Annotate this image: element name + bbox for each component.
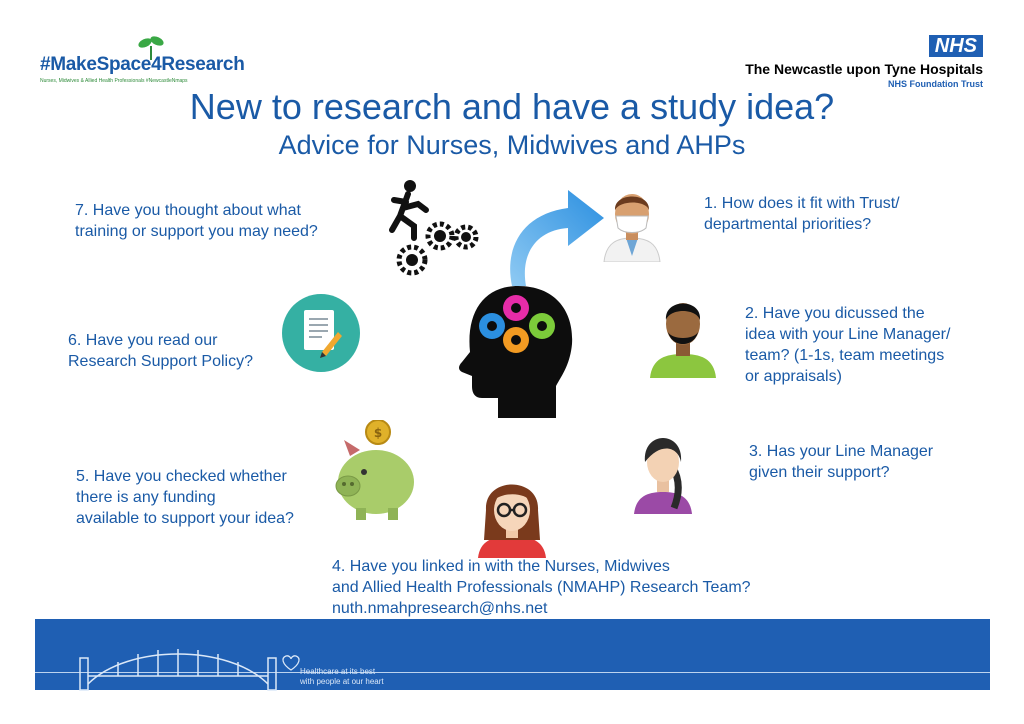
campaign-subline: Nurses, Midwives & Allied Health Professionals #NewcastleNmaps bbox=[40, 78, 188, 84]
question-4: 4. Have you linked in with the Nurses, Midwives and Allied Health Professionals (NMAHP) Research Team? nuth.nmahpresearch@nhs.net bbox=[332, 558, 751, 617]
footer-tagline: Healthcare at its best with people at our heart bbox=[300, 667, 384, 686]
gear-blue bbox=[479, 313, 505, 339]
question-5: 5. Have you checked whether there is any funding available to support your idea? bbox=[76, 468, 294, 527]
trust-subname: NHS Foundation Trust bbox=[888, 79, 983, 89]
page-subtitle: Advice for Nurses, Midwives and AHPs bbox=[278, 130, 746, 160]
page-title: New to research and have a study idea? bbox=[189, 86, 835, 127]
man-avatar-icon bbox=[648, 294, 718, 378]
question-1: 1. How does it fit with Trust/ departmental priorities? bbox=[704, 195, 900, 233]
gear-green bbox=[529, 313, 555, 339]
question-7: 7. Have you thought about what training or support you may need? bbox=[75, 202, 318, 240]
sprout-icon bbox=[136, 34, 166, 60]
trust-name: The Newcastle upon Tyne Hospitals bbox=[745, 61, 983, 77]
runner-gears-icon bbox=[388, 180, 488, 280]
piggy-bank-icon bbox=[326, 420, 418, 524]
question-6: 6. Have you read our Research Support Policy? bbox=[68, 332, 253, 370]
question-2: 2. Have you dicussed the idea with your Line Manager/ team? (1-1s, team meetings or appraisals) bbox=[745, 305, 951, 385]
gear-orange bbox=[503, 327, 529, 353]
head-gears-icon bbox=[448, 282, 578, 422]
woman-braid-avatar-icon bbox=[630, 426, 696, 514]
doctor-mask-icon bbox=[600, 186, 664, 262]
woman-glasses-avatar-icon bbox=[474, 470, 550, 558]
gear-pink bbox=[503, 295, 529, 321]
nhs-logo: NHS bbox=[929, 35, 983, 57]
question-3: 3. Has your Line Manager given their support? bbox=[749, 443, 934, 481]
svg-text:$: $ bbox=[373, 426, 383, 440]
campaign-hashtag: #MakeSpace4Research bbox=[40, 54, 245, 75]
document-pencil-icon bbox=[282, 294, 360, 372]
heart-icon bbox=[280, 654, 302, 672]
bridge-icon bbox=[78, 640, 278, 692]
curved-arrow-icon bbox=[498, 178, 608, 288]
research-team-email[interactable]: nuth.nmahpresearch@nhs.net bbox=[332, 600, 548, 617]
